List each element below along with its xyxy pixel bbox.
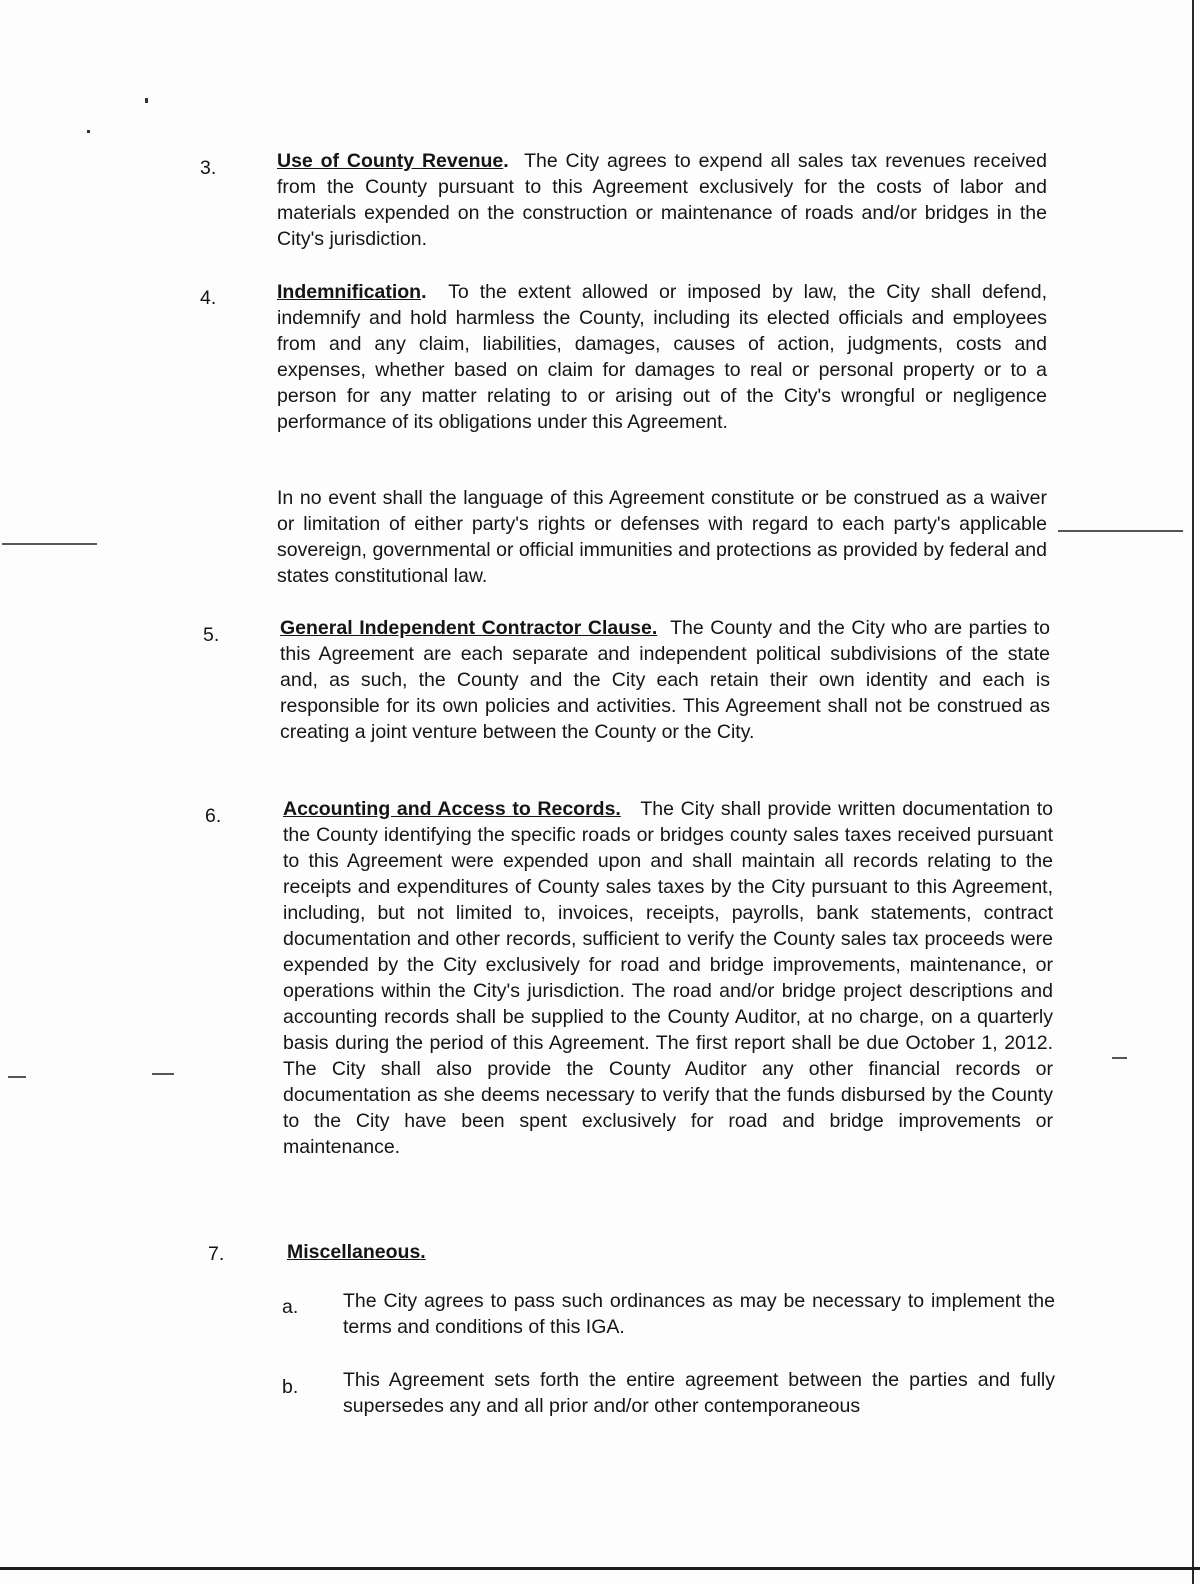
page-edge-right — [1192, 0, 1194, 1584]
list-item-text: This Agreement sets forth the entire agreement between the parties and fully supersedes any and all prior and/or other contemporaneous — [343, 1369, 1055, 1417]
scan-mark-right — [1112, 1057, 1127, 1059]
section-4-paragraph-2: In no event shall the language of this Agreement constitute or be construed as a waiver or limitation of either party's rights or defenses with regard to each party's applicable sovereign, governmental or official immunities and protections as provided by federal and states constitutional law. — [277, 487, 1047, 587]
list-item-label: b. — [282, 1376, 299, 1398]
section-heading: General Independent Contractor Clause. — [280, 617, 658, 639]
scan-mark-right — [1058, 530, 1183, 532]
section-number: 5. — [203, 624, 220, 646]
scan-speck — [145, 98, 148, 103]
section-heading: Indemnification — [277, 281, 422, 303]
page-edge-bottom — [0, 1567, 1200, 1570]
section-heading: Miscellaneous. — [287, 1241, 426, 1263]
section-3-paragraph — [277, 148, 1047, 252]
scan-mark-left — [2, 543, 97, 545]
section-text: The City agrees to expend all sales tax revenues received from the County pursuant to this Agreement exclusively for the costs of labor and materials expended on the construction or maintenance of roads and/or bridges in the City's jurisdiction. — [277, 150, 1047, 250]
section-text: To the extent allowed or imposed by law, the City shall defend, indemnify and hold harmless the County, including its elected officials and employees from and any claim, liabilities, damages, causes of action, judgments, costs and expenses, whether based on claim for damages to real or personal property or to a person for any matter relating to or arising out of the City's wrongful or negligence performance of its obligations under this Agreement. — [277, 281, 1048, 433]
scan-mark-left — [8, 1076, 26, 1078]
section-number: 3. — [200, 157, 217, 179]
section-text: The County and the City who are parties to this Agreement are each separate and independent political subdivisions of the state and, as such, the County and the City each retain their own identity and each is responsible for its own policies and activities. This Agreement shall not be construed as creating a joint venture between the County or the City. — [280, 617, 1050, 743]
heading-suffix: . — [503, 150, 509, 172]
list-item-label: a. — [282, 1296, 299, 1318]
section-heading: Accounting and Access to Records. — [283, 798, 621, 820]
heading-suffix: . — [421, 281, 427, 303]
section-6-paragraph — [283, 796, 1053, 1160]
section-number: 6. — [205, 805, 222, 827]
section-text: The City shall provide written documentation to the County identifying the specific roads or bridges county sales taxes received pursuant to this Agreement were expended upon and shall maintain all records relating to the receipts and expenditures of County sales taxes by the City pursuant to this Agreement, including, but not limited to, invoices, receipts, payrolls, bank statements, contract documentation and other records, sufficient to verify the County sales tax proceeds were expended by the City exclusively for road and bridge improvements, maintenance, or operations within the City's jurisdiction. The road and/or bridge project descriptions and accounting records shall be supplied to the County Auditor, at no charge, on a quarterly basis during the period of this Agreement. The first report shall be due October 1, 2012. The City shall also provide the County Auditor any other financial records or documentation as she deems necessary to verify that the funds disbursed by the County to the City have been spent exclusively for road and bridge improvements or maintenance. — [283, 798, 1054, 1158]
scan-speck — [87, 130, 90, 133]
section-number: 7. — [208, 1243, 225, 1265]
section-5-paragraph — [280, 615, 1050, 745]
scan-mark-left — [152, 1073, 174, 1075]
section-heading: Use of County Revenue — [277, 150, 504, 172]
section-4-paragraph — [277, 279, 1047, 435]
section-number: 4. — [200, 287, 217, 309]
list-item-text: The City agrees to pass such ordinances as may be necessary to implement the terms and conditions of this IGA. — [343, 1290, 1055, 1338]
